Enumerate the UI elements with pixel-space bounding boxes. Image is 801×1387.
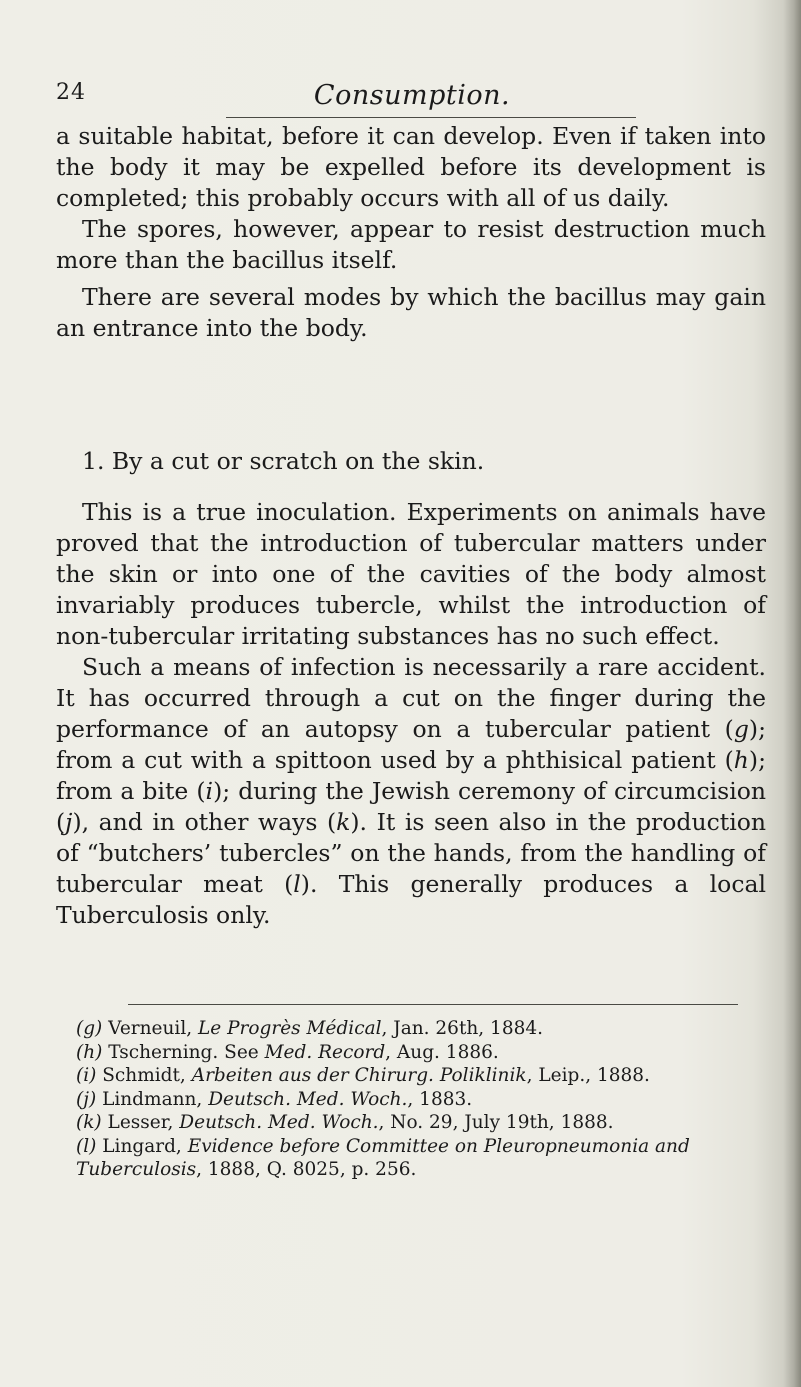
footnote-rule <box>128 1004 738 1005</box>
page-number: 24 <box>56 80 86 105</box>
footnote: (g) Verneuil, Le Progrès Médical, Jan. 26th, 1884. <box>76 1018 544 1039</box>
section-heading: 1. By a cut or scratch on the skin. <box>82 447 485 475</box>
footnote-ref: l <box>293 870 301 898</box>
section-body <box>56 497 766 931</box>
footnote: (i) Schmidt, Arbeiten aus der Chirurg. Poliklinik, Leip., 1888. <box>76 1065 650 1086</box>
header-rule <box>226 117 636 118</box>
footnotes <box>56 1017 766 1182</box>
intro-paragraph: The spores, however, appear to resist destruction much more than the bacillus itself. <box>56 215 766 274</box>
intro-paragraph: a suitable habitat, before it can develop. Even if taken into the body it may be expelled before its development is completed; this probably occurs with all of us daily. <box>56 122 766 212</box>
footnote-ref: h <box>733 746 749 774</box>
footnote-ref: k <box>336 808 351 836</box>
intro-paragraph: There are several modes by which the bacillus may gain an entrance into the body. <box>56 283 766 342</box>
footnote-ref: j <box>65 808 73 836</box>
body-paragraph: This is a true inoculation. Experiments on animals have proved that the introduction of tubercular matters under the skin or into one of the cavities of the body almost invariably produces tubercle, whilst the introduction of non-tubercular irritating substances has no such effect. <box>56 498 766 650</box>
body-paragraph: Such a means of infection is necessarily a rare accident. It has occurred through a cut on the finger during the performance of an autopsy on a tubercular patient (g); from a cut with a spittoon used by a phthisical patient (h); from a bite (i); during the Jewish ceremony of circumcision (j), and in other ways (k). It is seen also in the production of “butchers’ tubercles” on the hands, from the handling of tubercular meat (l). This generally produces a local Tuberculosis only. <box>56 653 767 929</box>
page-edge-shadow <box>783 0 801 1387</box>
footnote: (h) Tscherning. See Med. Record, Aug. 1886. <box>76 1041 499 1063</box>
footnote-ref: g <box>733 715 749 743</box>
footnote: (l) Lingard, Evidence before Committee on Pleuropneumonia and Tuberculosis, 1888, Q. 8025, p. 256. <box>76 1135 690 1180</box>
footnote: (k) Lesser, Deutsch. Med. Woch., No. 29, July 19th, 1888. <box>76 1112 614 1133</box>
intro-text <box>56 121 766 344</box>
running-title: Consumption. <box>313 80 511 111</box>
footnote: (j) Lindmann, Deutsch. Med. Woch., 1883. <box>76 1088 473 1110</box>
footnote-ref: i <box>205 777 214 805</box>
